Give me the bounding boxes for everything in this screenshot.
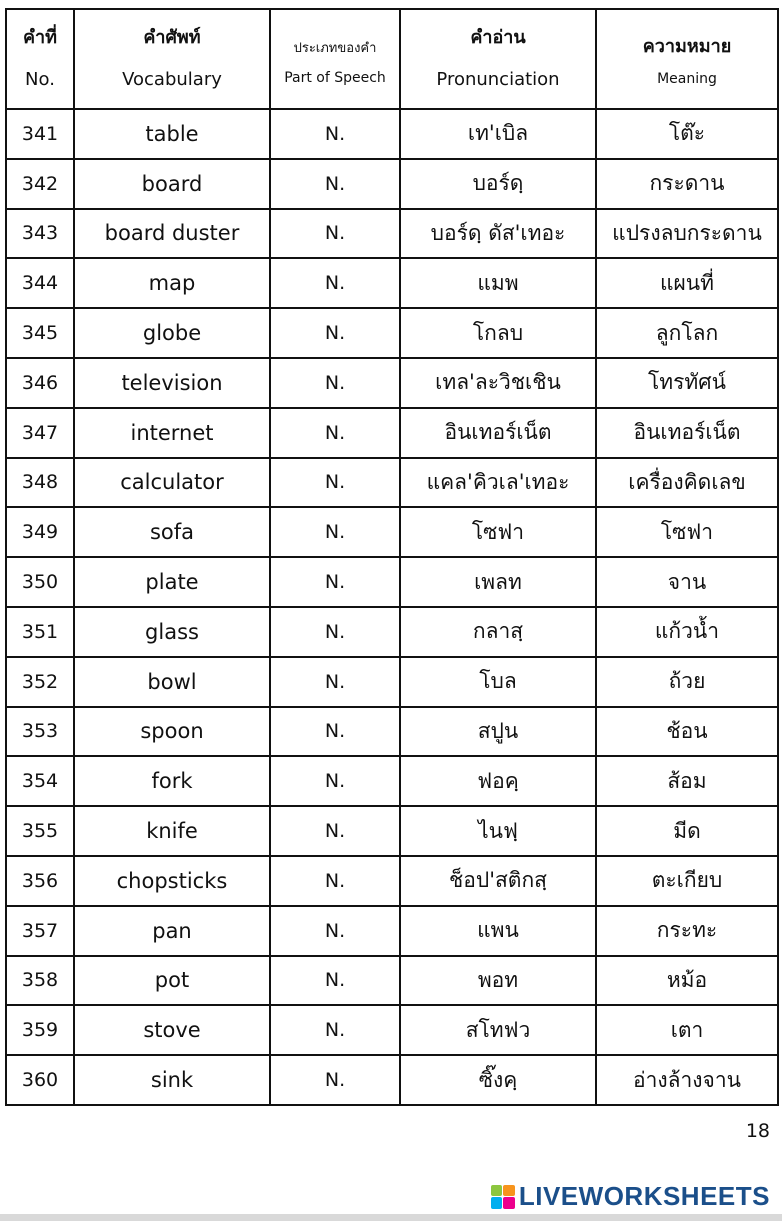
meaning-cell: อินเทอร์เน็ต xyxy=(596,408,778,458)
table-row xyxy=(6,209,778,259)
table-row xyxy=(6,159,778,209)
vocabulary-word-cell: board xyxy=(74,159,270,209)
pronunciation-cell: แคล'คิวเล'เทอะ xyxy=(400,458,596,508)
row-number-cell: 344 xyxy=(6,258,74,308)
part-of-speech-cell: N. xyxy=(270,1055,400,1105)
row-number-cell: 349 xyxy=(6,507,74,557)
pronunciation-cell: เทล'ละวิชเชิน xyxy=(400,358,596,408)
table-row xyxy=(6,109,778,159)
pronunciation-cell: โบล xyxy=(400,657,596,707)
pronunciation-cell: กลาสฺ xyxy=(400,607,596,657)
row-number-cell: 355 xyxy=(6,806,74,856)
table-row xyxy=(6,1055,778,1105)
part-of-speech-cell: N. xyxy=(270,557,400,607)
table-row xyxy=(6,458,778,508)
meaning-cell: กระทะ xyxy=(596,906,778,956)
header-no xyxy=(6,9,74,109)
table-row xyxy=(6,408,778,458)
table-row xyxy=(6,358,778,408)
meaning-cell: จาน xyxy=(596,557,778,607)
vocabulary-word-cell: television xyxy=(74,358,270,408)
page-number: 18 xyxy=(745,1120,770,1142)
table-row xyxy=(6,756,778,806)
header-meaning-th: ความหมาย xyxy=(642,36,732,57)
brand-watermark xyxy=(491,1181,770,1212)
part-of-speech-cell: N. xyxy=(270,507,400,557)
vocabulary-word-cell: globe xyxy=(74,308,270,358)
pronunciation-cell: แมพ xyxy=(400,258,596,308)
meaning-cell: เครื่องคิดเลข xyxy=(596,458,778,508)
pronunciation-cell: โซฟา xyxy=(400,507,596,557)
part-of-speech-cell: N. xyxy=(270,856,400,906)
row-number-cell: 343 xyxy=(6,209,74,259)
row-number-cell: 351 xyxy=(6,607,74,657)
vocabulary-word-cell: plate xyxy=(74,557,270,607)
row-number-cell: 352 xyxy=(6,657,74,707)
table-row xyxy=(6,707,778,757)
row-number-cell: 347 xyxy=(6,408,74,458)
header-pronunciation-th: คำอ่าน xyxy=(470,27,526,48)
part-of-speech-cell: N. xyxy=(270,906,400,956)
vocabulary-word-cell: map xyxy=(74,258,270,308)
meaning-cell: ตะเกียบ xyxy=(596,856,778,906)
vocabulary-table xyxy=(5,8,779,1106)
meaning-cell: อ่างล้างจาน xyxy=(596,1055,778,1105)
part-of-speech-cell: N. xyxy=(270,756,400,806)
row-number-cell: 354 xyxy=(6,756,74,806)
part-of-speech-cell: N. xyxy=(270,1005,400,1055)
vocabulary-word-cell: glass xyxy=(74,607,270,657)
meaning-cell: ส้อม xyxy=(596,756,778,806)
part-of-speech-cell: N. xyxy=(270,408,400,458)
meaning-cell: โทรทัศน์ xyxy=(596,358,778,408)
row-number-cell: 341 xyxy=(6,109,74,159)
vocabulary-word-cell: board duster xyxy=(74,209,270,259)
header-no-th: คำที่ xyxy=(22,27,57,48)
meaning-cell: แปรงลบกระดาน xyxy=(596,209,778,259)
meaning-cell: โซฟา xyxy=(596,507,778,557)
part-of-speech-cell: N. xyxy=(270,956,400,1006)
pronunciation-cell: บอร์ดฺ ดัส'เทอะ xyxy=(400,209,596,259)
table-row xyxy=(6,607,778,657)
pronunciation-cell: โกลบ xyxy=(400,308,596,358)
row-number-cell: 353 xyxy=(6,707,74,757)
row-number-cell: 360 xyxy=(6,1055,74,1105)
row-number-cell: 356 xyxy=(6,856,74,906)
table-row xyxy=(6,507,778,557)
meaning-cell: ถ้วย xyxy=(596,657,778,707)
header-part-of-speech xyxy=(270,9,400,109)
vocabulary-word-cell: chopsticks xyxy=(74,856,270,906)
vocabulary-word-cell: calculator xyxy=(74,458,270,508)
row-number-cell: 358 xyxy=(6,956,74,1006)
header-part-of-speech-en: Part of Speech xyxy=(284,70,386,86)
pronunciation-cell: บอร์ดฺ xyxy=(400,159,596,209)
vocabulary-word-cell: pan xyxy=(74,906,270,956)
header-row xyxy=(6,9,778,109)
part-of-speech-cell: N. xyxy=(270,308,400,358)
pronunciation-cell: ไนฟฺ xyxy=(400,806,596,856)
table-row xyxy=(6,806,778,856)
table-row xyxy=(6,308,778,358)
meaning-cell: แก้วน้ำ xyxy=(596,607,778,657)
table-row xyxy=(6,906,778,956)
table-row xyxy=(6,956,778,1006)
meaning-cell: โต๊ะ xyxy=(596,109,778,159)
part-of-speech-cell: N. xyxy=(270,258,400,308)
vocabulary-word-cell: sofa xyxy=(74,507,270,557)
vocabulary-word-cell: pot xyxy=(74,956,270,1006)
part-of-speech-cell: N. xyxy=(270,358,400,408)
row-number-cell: 359 xyxy=(6,1005,74,1055)
meaning-cell: หม้อ xyxy=(596,956,778,1006)
part-of-speech-cell: N. xyxy=(270,806,400,856)
meaning-cell: ลูกโลก xyxy=(596,308,778,358)
vocabulary-word-cell: spoon xyxy=(74,707,270,757)
part-of-speech-cell: N. xyxy=(270,458,400,508)
header-vocabulary xyxy=(74,9,270,109)
vocabulary-word-cell: fork xyxy=(74,756,270,806)
header-part-of-speech-th: ประเภทของคำ xyxy=(293,41,377,56)
meaning-cell: ช้อน xyxy=(596,707,778,757)
row-number-cell: 357 xyxy=(6,906,74,956)
table-row xyxy=(6,258,778,308)
row-number-cell: 345 xyxy=(6,308,74,358)
pronunciation-cell: แพน xyxy=(400,906,596,956)
pronunciation-cell: ฟอคฺ xyxy=(400,756,596,806)
pronunciation-cell: ซิ๊งคฺ xyxy=(400,1055,596,1105)
header-meaning-en: Meaning xyxy=(657,71,717,87)
pronunciation-cell: เท'เบิล xyxy=(400,109,596,159)
table-row xyxy=(6,856,778,906)
pronunciation-cell: อินเทอร์เน็ต xyxy=(400,408,596,458)
pronunciation-cell: ช็อป'สติกสฺ xyxy=(400,856,596,906)
row-number-cell: 348 xyxy=(6,458,74,508)
pronunciation-cell: พอท xyxy=(400,956,596,1006)
brand-name: LIVEWORKSHEETS xyxy=(518,1181,770,1211)
meaning-cell: กระดาน xyxy=(596,159,778,209)
row-number-cell: 350 xyxy=(6,557,74,607)
part-of-speech-cell: N. xyxy=(270,209,400,259)
vocabulary-word-cell: table xyxy=(74,109,270,159)
vocabulary-word-cell: internet xyxy=(74,408,270,458)
vocabulary-word-cell: stove xyxy=(74,1005,270,1055)
meaning-cell: มีด xyxy=(596,806,778,856)
part-of-speech-cell: N. xyxy=(270,109,400,159)
bottom-divider xyxy=(0,1214,782,1221)
pronunciation-cell: สโทฟว xyxy=(400,1005,596,1055)
header-vocabulary-th: คำศัพท์ xyxy=(143,27,201,48)
table-row xyxy=(6,657,778,707)
vocabulary-word-cell: knife xyxy=(74,806,270,856)
header-vocabulary-en: Vocabulary xyxy=(122,69,222,90)
part-of-speech-cell: N. xyxy=(270,707,400,757)
vocabulary-word-cell: sink xyxy=(74,1055,270,1105)
table-row xyxy=(6,557,778,607)
row-number-cell: 346 xyxy=(6,358,74,408)
row-number-cell: 342 xyxy=(6,159,74,209)
header-pronunciation xyxy=(400,9,596,109)
meaning-cell: แผนที่ xyxy=(596,258,778,308)
pronunciation-cell: เพลท xyxy=(400,557,596,607)
header-pronunciation-en: Pronunciation xyxy=(436,69,560,90)
liveworksheets-logo-icon xyxy=(491,1185,515,1209)
part-of-speech-cell: N. xyxy=(270,657,400,707)
vocabulary-word-cell: bowl xyxy=(74,657,270,707)
table-row xyxy=(6,1005,778,1055)
header-meaning xyxy=(596,9,778,109)
header-no-en: No. xyxy=(25,69,55,90)
pronunciation-cell: สปูน xyxy=(400,707,596,757)
part-of-speech-cell: N. xyxy=(270,159,400,209)
meaning-cell: เตา xyxy=(596,1005,778,1055)
part-of-speech-cell: N. xyxy=(270,607,400,657)
